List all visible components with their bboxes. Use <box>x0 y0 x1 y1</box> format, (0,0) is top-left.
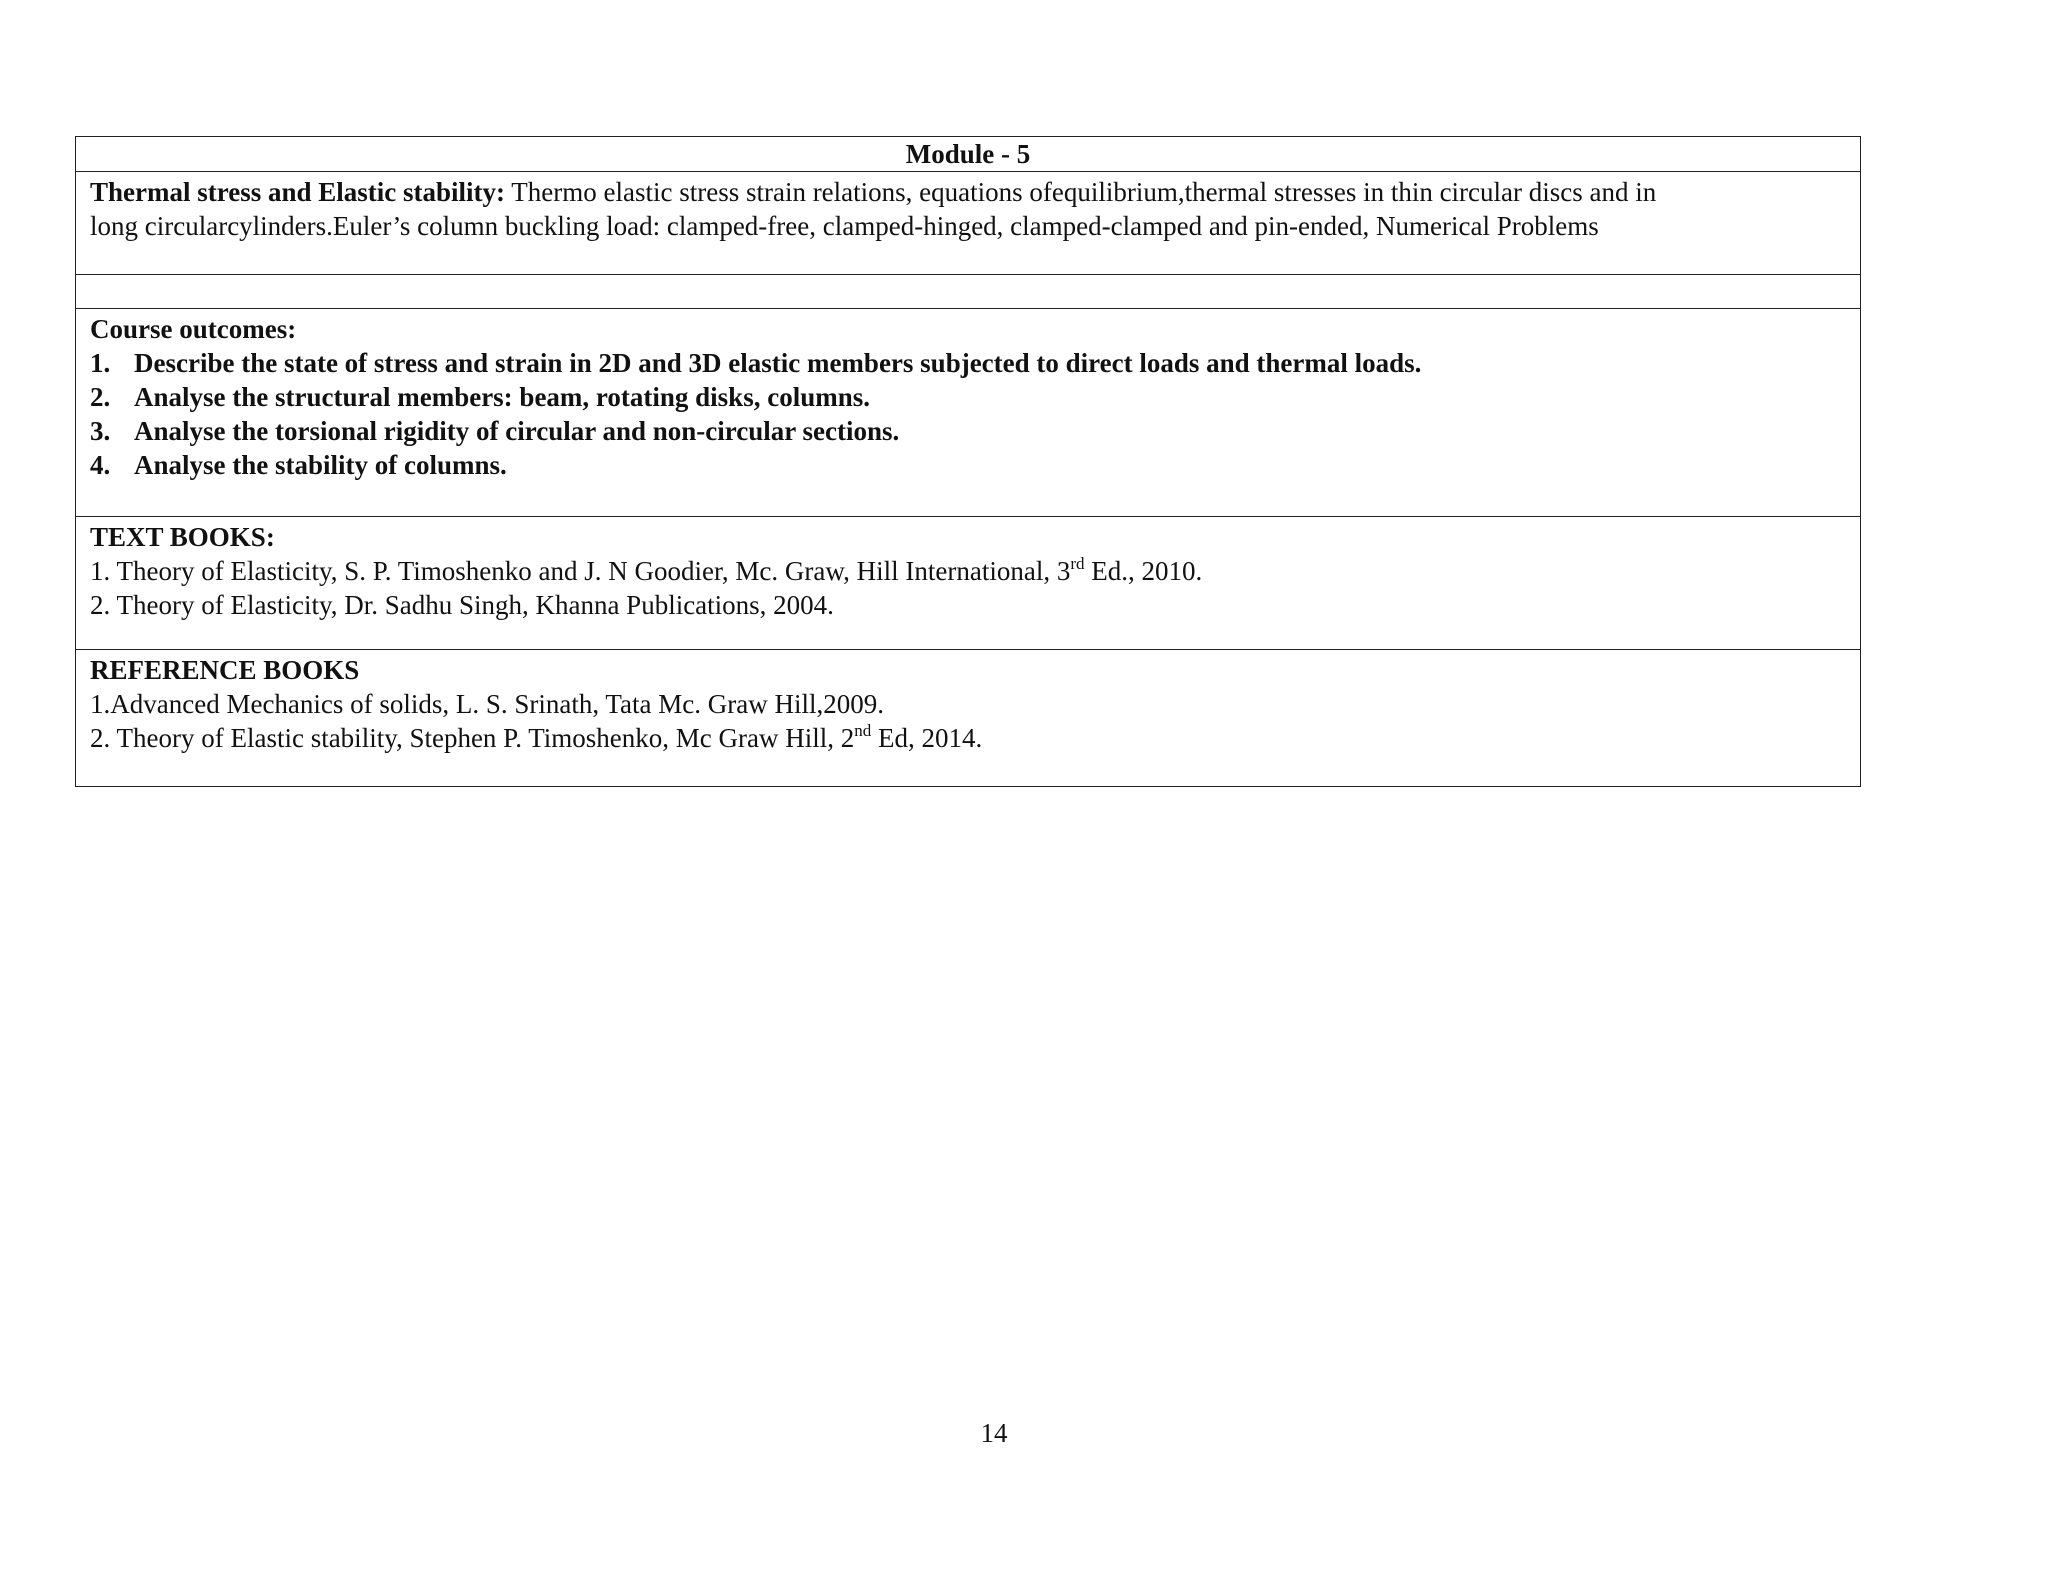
syllabus-table <box>75 136 1861 787</box>
course-outcome-number: 4. <box>90 450 111 480</box>
course-outcome-number: 2. <box>90 382 111 412</box>
text-book-entry <box>90 554 1846 588</box>
course-outcome-item <box>90 448 1846 482</box>
reference-books-section <box>76 649 1860 786</box>
course-outcome-item <box>90 414 1846 448</box>
course-outcome-number: 1. <box>90 348 111 378</box>
course-outcome-item <box>90 346 1846 380</box>
course-outcomes-section <box>76 308 1860 516</box>
blank-row <box>76 274 1860 308</box>
module-content-line-1 <box>90 175 1846 209</box>
reference-book-entry-suffix: Ed, 2014. <box>871 723 983 753</box>
course-outcome-text: Describe the state of stress and strain in 2D and 3D elastic members subjected to direct loads and thermal loads. <box>134 348 1422 378</box>
course-outcome-text: Analyse the torsional rigidity of circular and non-circular sections. <box>134 416 900 446</box>
module-title: Module - 5 <box>905 139 1031 169</box>
module-content <box>76 171 1860 274</box>
course-outcome-text: Analyse the stability of columns. <box>134 450 507 480</box>
reference-book-entry-text: 1.Advanced Mechanics of solids, L. S. Srinath, Tata Mc. Graw Hill,2009. <box>90 689 884 719</box>
text-books-heading: TEXT BOOKS: <box>90 522 275 552</box>
text-book-entry <box>90 588 1846 622</box>
course-outcome-item <box>90 380 1846 414</box>
ordinal-suffix: rd <box>1070 554 1085 573</box>
ordinal-suffix: nd <box>854 721 872 740</box>
text-book-entry-suffix: Ed., 2010. <box>1084 556 1203 586</box>
reference-book-entry <box>90 721 1846 755</box>
module-topic-heading: Thermal stress and Elastic stability: <box>90 177 506 207</box>
text-book-entry-text: 2. Theory of Elasticity, Dr. Sadhu Singh, Khanna Publications, 2004. <box>90 590 834 620</box>
text-books-section <box>76 516 1860 649</box>
module-topic-text-2: long circularcylinders.Euler’s column buckling load: clamped-free, clamped-hinged, clamped-clamped and pin-ended, Numerical Problems <box>90 211 1599 241</box>
reference-book-entry <box>90 687 1846 721</box>
page-number: 14 <box>980 1418 1008 1448</box>
course-outcomes-heading: Course outcomes: <box>90 314 297 344</box>
text-book-entry-text: 1. Theory of Elasticity, S. P. Timoshenko and J. N Goodier, Mc. Graw, Hill International, 3 <box>90 556 1071 586</box>
reference-book-entry-text: 2. Theory of Elastic stability, Stephen P. Timoshenko, Mc Graw Hill, 2 <box>90 723 855 753</box>
module-topic-text-1: Thermo elastic stress strain relations, equations ofequilibrium,thermal stresses in thin circular discs and in <box>505 177 1657 207</box>
reference-books-heading: REFERENCE BOOKS <box>90 655 360 685</box>
course-outcome-number: 3. <box>90 416 111 446</box>
course-outcome-text: Analyse the structural members: beam, rotating disks, columns. <box>134 382 870 412</box>
